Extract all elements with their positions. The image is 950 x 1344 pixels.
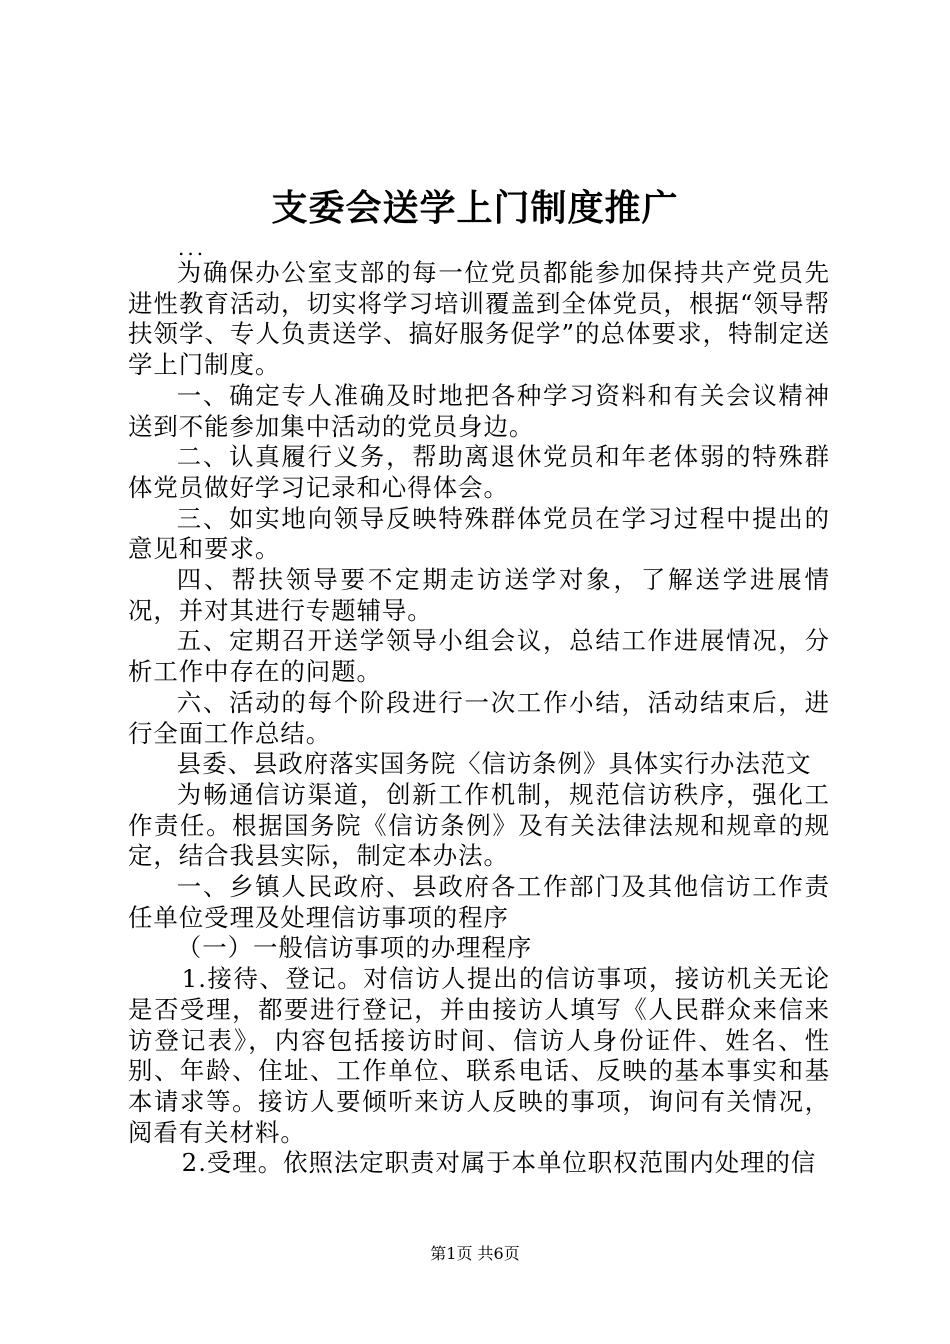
paragraph-step-2: 2.受理。依照法定职责对属于本单位职权范围内处理的信 bbox=[181, 1148, 817, 1178]
paragraph-subheading: （一）一般信访事项的办理程序 bbox=[176, 933, 533, 963]
paragraph-item-6: 六、活动的每个阶段进行一次工作小结，活动结束后，进行全面工作总结。 bbox=[128, 687, 830, 748]
paragraph-procedure-heading: 一、乡镇人民政府、县政府各工作部门及其他信访工作责任单位受理及处理信访事项的程序 bbox=[128, 872, 830, 932]
ellipsis-mark: ... bbox=[178, 236, 207, 260]
paragraph-section-intro: 为畅通信访渠道，创新工作机制，规范信访秩序，强化工作责任。根据国务院《信访条例》及有关法律法规和规章的规定，结合我县实际，制定本办法。 bbox=[128, 779, 830, 871]
document-body bbox=[128, 258, 830, 1179]
section-heading: 县委、县政府落实国务院〈信访条例》具体实行办法范文 bbox=[176, 749, 812, 779]
paragraph-item-5: 五、定期召开送学领导小组会议，总结工作进展情况，分析工作中存在的问题。 bbox=[128, 626, 830, 687]
paragraph-item-2: 二、认真履行义务，帮助离退休党员和年老体弱的特殊群体党员做好学习记录和心得体会。 bbox=[128, 442, 830, 502]
paragraph-item-4: 四、帮扶领导要不定期走访送学对象，了解送学进展情况，并对其进行专题辅导。 bbox=[128, 565, 830, 625]
page-footer: 第1页 共6页 bbox=[430, 1244, 520, 1263]
document-title: 支委会送学上门制度推广 bbox=[271, 187, 679, 229]
paragraph-item-3: 三、如实地向领导反映特殊群体党员在学习过程中提出的意见和要求。 bbox=[128, 503, 830, 564]
paragraph-step-1: 1.接待、登记。对信访人提出的信访事项，接访机关无论是否受理，都要进行登记，并由接访人填写《人民群众来信来访登记表》，内容包括接访时间、信访人身份证件、姓名、性别、年龄、住址、工作单位、联系电话、反映的基本事实和基本请求等。接访人要倾听来访人反映的事项，询问有关情况，阅看有关材料。 bbox=[128, 964, 830, 1147]
paragraph-intro: 为确保办公室支部的每一位党员都能参加保持共产党员先进性教育活动，切实将学习培训覆盖到全体党员，根据“领导帮扶领学、专人负责送学、搞好服务促学”的总体要求，特制定送学上门制度。 bbox=[128, 258, 830, 380]
paragraph-item-1: 一、确定专人准确及时地把各种学习资料和有关会议精神送到不能参加集中活动的党员身边。 bbox=[128, 380, 830, 441]
